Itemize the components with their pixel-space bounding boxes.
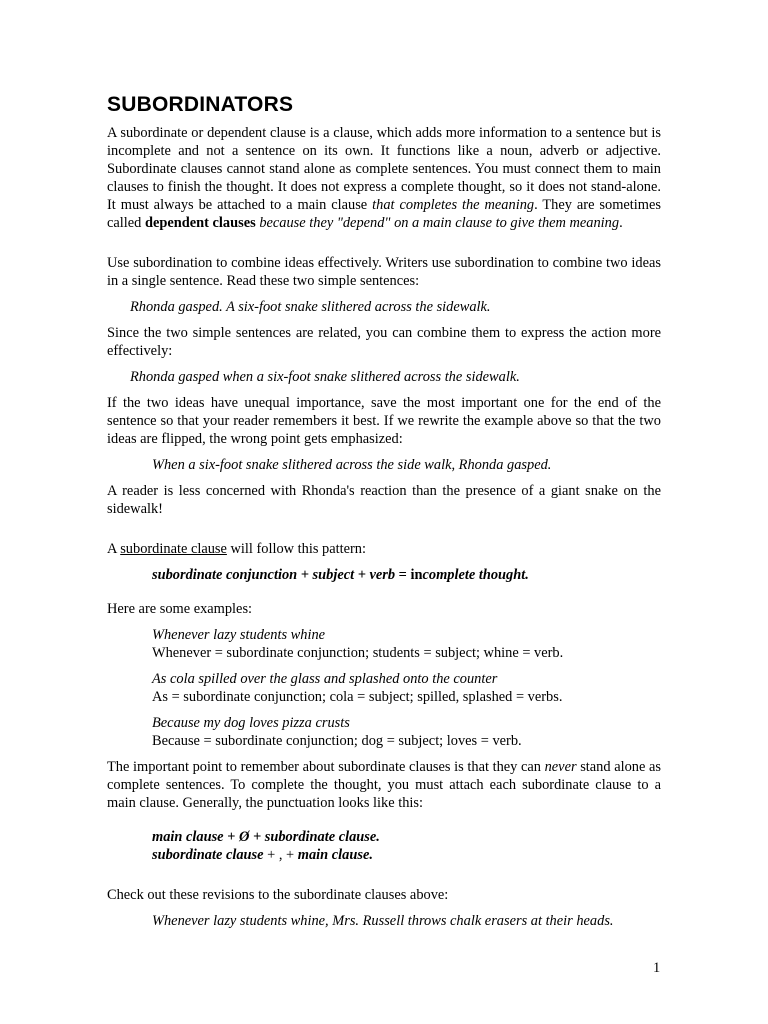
pattern-intro-text: will follow this pattern: <box>226 541 366 557</box>
intro-italic: because they "depend" on a main clause to give them meaning <box>259 215 620 231</box>
example-block <box>107 626 661 662</box>
revision-text: Whenever lazy students whine, Mrs. Russell throws chalk erasers at their heads. <box>152 913 614 929</box>
rule-text: subordinate clause <box>152 847 264 863</box>
intro-text: A subordinate or dependent clause is a clause, which adds more information to a sentence but is incomplete and not a sentence on its own. It functions like a noun, adverb or adjective. Subordinate clauses cannot stand alone as complete sentences. You must connect them to main clauses to finish the thought. It does not express a complete thought, so it does not stand-alone. It must always be attached to a main clause <box>107 125 661 213</box>
subordinate-clause-term: subordinate clause <box>120 541 227 557</box>
example-phrase-text: As cola spilled over the glass and splashed onto the counter <box>152 671 498 687</box>
reader-paragraph: A reader is less concerned with Rhonda's reaction than the presence of a giant snake on the sidewalk! <box>107 483 661 517</box>
paragraph-text: stand alone as complete sentences. To complete the thought, you must attach each subordinate clause to a main clause. Generally, the punctuation looks like this: <box>107 759 661 811</box>
intro-bold-term: dependent clauses <box>144 215 256 231</box>
example-phrase-text: Because my dog loves pizza crusts <box>152 715 350 731</box>
example-sentence <box>107 298 661 316</box>
pattern-part: complete thought. <box>422 567 529 583</box>
page-title: SUBORDINATORS <box>107 93 294 116</box>
example-analysis: Whenever = subordinate conjunction; students = subject; whine = verb. <box>152 645 564 661</box>
pattern-part: subordinate conjunction + subject + verb <box>152 567 396 583</box>
punctuation-rule <box>152 828 661 846</box>
subordination-paragraph: Use subordination to combine ideas effectively. Writers use subordination to combine two ideas in a single sentence. Read these two simple sentences: <box>107 255 661 289</box>
rule-text: main clause. <box>297 847 373 863</box>
page-number: 1 <box>653 960 661 976</box>
intro-italic: that completes the meaning <box>372 197 535 213</box>
paragraph-emphasis: never <box>544 759 577 775</box>
example-block <box>107 714 661 750</box>
example-phrase <box>152 670 661 688</box>
example-block <box>107 670 661 706</box>
intro-text: . <box>619 215 623 231</box>
importance-paragraph: If the two ideas have unequal importance, save the most important one for the end of the sentence so that your reader remembers it best. If we rewrite the example above so that the two ideas are flipped, the wrong point gets emphasized: <box>107 395 661 447</box>
rule-text: + , + <box>263 847 298 863</box>
revisions-intro: Check out these revisions to the subordinate clauses above: <box>107 887 449 903</box>
example-phrase-text: Whenever lazy students whine <box>152 627 326 643</box>
example-analysis: Because = subordinate conjunction; dog = subject; loves = verb. <box>152 733 522 749</box>
example-sentence <box>107 456 661 474</box>
pattern-formula <box>107 566 661 584</box>
important-point-paragraph <box>107 758 661 812</box>
intro-paragraph <box>107 124 661 232</box>
example-phrase <box>152 714 661 732</box>
punctuation-rules <box>107 828 661 864</box>
punctuation-rule <box>152 846 661 864</box>
example-analysis: As = subordinate conjunction; cola = subject; spilled, splashed = verbs. <box>152 689 563 705</box>
pattern-intro <box>107 540 661 558</box>
example-text: Rhonda gasped when a six-foot snake slithered across the sidewalk. <box>130 369 520 385</box>
revision-sentence <box>107 912 661 930</box>
pattern-part: = in <box>395 567 423 583</box>
document-page <box>107 92 661 930</box>
example-sentence <box>107 368 661 386</box>
rule-text: main clause + Ø + subordinate clause. <box>152 829 380 845</box>
examples-intro: Here are some examples: <box>107 601 253 617</box>
paragraph-text: The important point to remember about subordinate clauses is that they can <box>107 759 545 775</box>
combine-paragraph: Since the two simple sentences are related, you can combine them to express the action more effectively: <box>107 325 661 359</box>
pattern-intro-text: A <box>107 541 121 557</box>
intro-text: . They are sometimes called <box>107 197 661 231</box>
example-text: When a six-foot snake slithered across the side walk, Rhonda gasped. <box>152 457 552 473</box>
example-text: Rhonda gasped. A six-foot snake slithered across the sidewalk. <box>130 299 491 315</box>
example-phrase <box>152 626 661 644</box>
